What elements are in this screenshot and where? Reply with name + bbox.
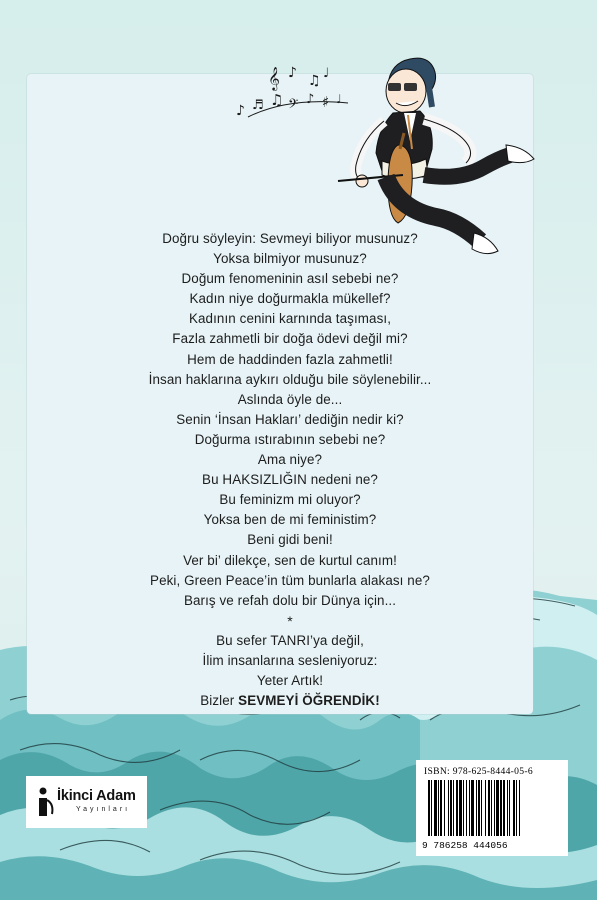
svg-text:♪: ♪ [306,92,315,107]
poem-line: Ver bi’ dilekçe, sen de kurtul canım! [183,552,397,568]
svg-text:♫: ♫ [270,91,284,109]
barcode-bar [500,780,502,836]
barcode-bar [469,780,470,836]
publisher-name: İkinci Adam [57,788,136,804]
poem-text [60,229,520,711]
closing-line: Bu sefer TANRI’ya değil, [216,632,364,648]
final-line [60,691,520,711]
barcode-bar [503,780,505,836]
final-prefix: Bizler [200,693,235,709]
poem-line: Doğru söyleyin: Sevmeyi biliyor musunuz? [162,231,418,246]
barcode-bar [428,780,430,836]
poem-line: Yoksa bilmiyor musunuz? [213,251,367,267]
publisher-logo [26,776,147,828]
isbn-label: ISBN: 978-625-8444-05-6 [424,766,533,777]
separator-star: * [287,612,293,629]
svg-text:♫: ♫ [308,73,321,89]
svg-text:♪: ♪ [236,103,245,119]
poem-line: Ama niye? [257,452,323,468]
poem-line: Kadın niye doğurmakla mükellef? [189,291,391,307]
barcode-bar [471,780,474,836]
barcode-digits: 9 786258 444056 [422,840,508,851]
music-notes-icon [236,65,348,119]
poem-line: Hem de haddinden fazla zahmetli! [187,351,393,367]
poem-line: Kadının cenini karnında taşıması, [188,311,392,327]
musician-illustration [228,45,538,260]
closing-line: Yeter Artık! [256,672,324,688]
barcode-bar [494,780,495,836]
barcode-bar [485,780,486,836]
barcode-bar [509,780,510,836]
barcode-bar [466,780,467,836]
barcode [426,780,560,838]
poem-line: İnsan haklarına aykırı olduğu bile söylenebilir... [148,371,432,387]
poem-line: Doğurma ıstırabının sebebi ne? [194,431,386,447]
svg-text:𝄢: 𝄢 [288,96,299,115]
svg-text:♩: ♩ [336,92,342,106]
poem-line: Doğum fenomeninin asıl sebebi ne? [181,271,399,287]
poem-line: Bu feminizm mi oluyor? [219,492,361,508]
barcode-bar [448,780,449,836]
barcode-bar [481,780,482,836]
barcode-bar [438,780,439,836]
barcode-bar [507,780,508,836]
barcode-bar [488,780,490,836]
barcode-bar [516,780,517,836]
barcode-bar [431,780,432,836]
barcode-bar [491,780,492,836]
svg-text:𝄞: 𝄞 [268,66,280,90]
svg-text:♪: ♪ [288,65,297,81]
svg-text:♩: ♩ [323,66,330,81]
poem-line: Beni gidi beni! [247,532,333,548]
publisher-logo-icon [34,786,56,818]
barcode-bar [444,780,445,836]
poem-line: Peki, Green Peace’in tüm bunlarla alakası ne? [150,572,430,588]
barcode-bar [456,780,458,836]
poem-line: Senin ‘İnsan Hakları’ dediğin nedir ki? [176,411,404,427]
barcode-bar [450,780,452,836]
barcode-bar [434,780,437,836]
final-bold-text: SEVMEYİ ÖĞRENDİK! [238,693,380,709]
isbn-barcode-box [416,760,568,856]
barcode-bar [459,780,462,836]
poem-line: Aslında öyle de... [237,391,343,407]
barcode-bar [453,780,454,836]
barcode-bar [478,780,480,836]
poem-line: Fazla zahmetli bir doğa ödevi değil mi? [172,331,408,347]
closing-line: İlim insanlarına sesleniyoruz: [202,652,378,668]
barcode-bar [440,780,442,836]
poem-line: Barış ve refah dolu bir Dünya için... [183,592,397,608]
svg-text:♯: ♯ [322,93,330,111]
barcode-bar [519,780,520,836]
barcode-bar [463,780,464,836]
barcode-bar [513,780,515,836]
poem-line: Bu HAKSIZLIĞIN nedeni ne? [202,472,378,488]
publisher-subtitle: Yayınları [76,806,131,813]
svg-text:♬: ♬ [252,98,264,113]
barcode-bar [496,780,499,836]
poem-line: Yoksa ben de mi feministim? [203,512,377,528]
barcode-bar [476,780,477,836]
